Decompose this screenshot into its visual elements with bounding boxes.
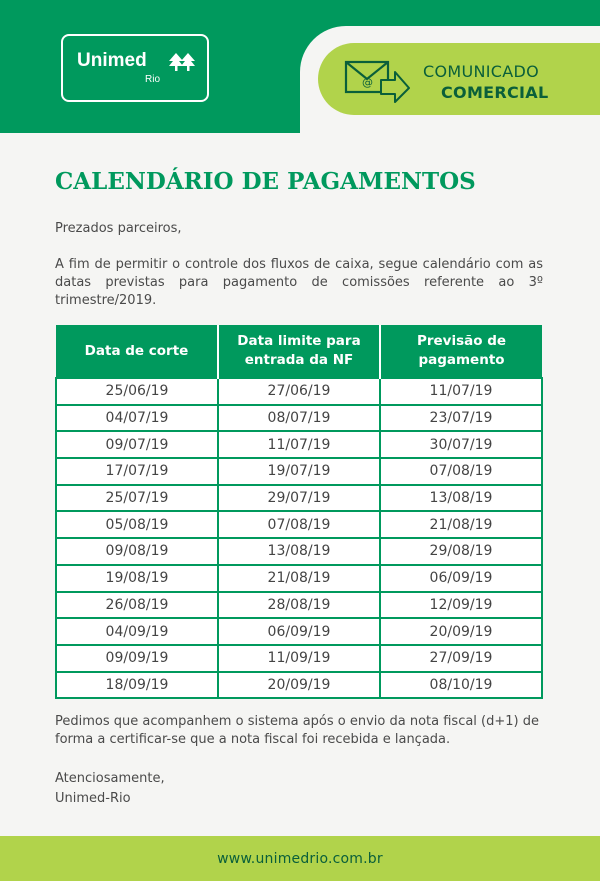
table-row	[56, 458, 542, 485]
cell-previsao: 20/09/19	[380, 618, 542, 645]
cell-data-limite: 11/07/19	[218, 431, 380, 458]
table-row	[56, 485, 542, 512]
cell-data-corte: 25/06/19	[56, 378, 218, 405]
table-row	[56, 431, 542, 458]
payment-calendar-table	[55, 325, 543, 699]
cell-data-corte: 19/08/19	[56, 565, 218, 592]
signature-greeting: Atenciosamente,	[55, 771, 165, 786]
cell-data-limite: 07/08/19	[218, 511, 380, 538]
cell-previsao: 13/08/19	[380, 485, 542, 512]
cell-previsao: 12/09/19	[380, 592, 542, 619]
cell-data-corte: 26/08/19	[56, 592, 218, 619]
logo-wordmark: Unimed	[77, 50, 147, 71]
table-row	[56, 405, 542, 432]
cell-data-limite: 27/06/19	[218, 378, 380, 405]
footer-website-link[interactable]: www.unimedrio.com.br	[217, 851, 383, 867]
header-data-de-corte: Data de corte	[56, 325, 218, 378]
cell-previsao: 27/09/19	[380, 645, 542, 672]
cell-data-limite: 20/09/19	[218, 672, 380, 699]
unimed-logo[interactable]	[61, 34, 209, 102]
table-row	[56, 538, 542, 565]
cell-previsao: 21/08/19	[380, 511, 542, 538]
cell-data-limite: 21/08/19	[218, 565, 380, 592]
cell-data-limite: 08/07/19	[218, 405, 380, 432]
cell-data-limite: 19/07/19	[218, 458, 380, 485]
header-data-limite-nf: Data limite para entrada da NF	[218, 325, 380, 378]
svg-text:@: @	[362, 76, 373, 89]
table-row	[56, 618, 542, 645]
signature-name: Unimed-Rio	[55, 791, 131, 806]
closing-paragraph: Pedimos que acompanhem o sistema após o envio da nota fiscal (d+1) de forma a certificar-se que a nota fiscal foi recebida e lançada.	[55, 714, 539, 747]
cell-previsao: 08/10/19	[380, 672, 542, 699]
cell-data-corte: 04/07/19	[56, 405, 218, 432]
logo-region: Rio	[145, 74, 161, 85]
cell-previsao: 06/09/19	[380, 565, 542, 592]
table-row	[56, 565, 542, 592]
cell-data-corte: 04/09/19	[56, 618, 218, 645]
cell-data-corte: 09/08/19	[56, 538, 218, 565]
cell-previsao: 11/07/19	[380, 378, 542, 405]
header-previsao-pagamento: Previsão de pagamento	[380, 325, 542, 378]
cell-data-corte: 05/08/19	[56, 511, 218, 538]
envelope-arrow-icon	[343, 58, 411, 104]
table-row	[56, 645, 542, 672]
cell-previsao: 30/07/19	[380, 431, 542, 458]
cell-data-limite: 13/08/19	[218, 538, 380, 565]
cell-data-corte: 09/07/19	[56, 431, 218, 458]
cell-data-limite: 28/08/19	[218, 592, 380, 619]
cell-data-limite: 29/07/19	[218, 485, 380, 512]
tree-logo-icon	[168, 51, 196, 73]
cell-data-limite: 11/09/19	[218, 645, 380, 672]
badge-line1: COMUNICADO	[423, 62, 539, 81]
table-row	[56, 672, 542, 699]
cell-data-limite: 06/09/19	[218, 618, 380, 645]
intro-paragraph: A fim de permitir o controle dos fluxos de caixa, segue calendário com as datas previstas para pagamento de comissões referente ao 3º trimestre/2019.	[55, 257, 543, 308]
table-row	[56, 511, 542, 538]
greeting: Prezados parceiros,	[55, 221, 182, 236]
cell-previsao: 07/08/19	[380, 458, 542, 485]
page-title: CALENDÁRIO DE PAGAMENTOS	[55, 168, 476, 195]
badge-line2: COMERCIAL	[441, 83, 549, 102]
table-row	[56, 592, 542, 619]
cell-data-corte: 09/09/19	[56, 645, 218, 672]
cell-data-corte: 17/07/19	[56, 458, 218, 485]
cell-data-corte: 18/09/19	[56, 672, 218, 699]
table-row	[56, 378, 542, 405]
cell-previsao: 23/07/19	[380, 405, 542, 432]
cell-previsao: 29/08/19	[380, 538, 542, 565]
cell-data-corte: 25/07/19	[56, 485, 218, 512]
table-header-row	[56, 325, 542, 378]
